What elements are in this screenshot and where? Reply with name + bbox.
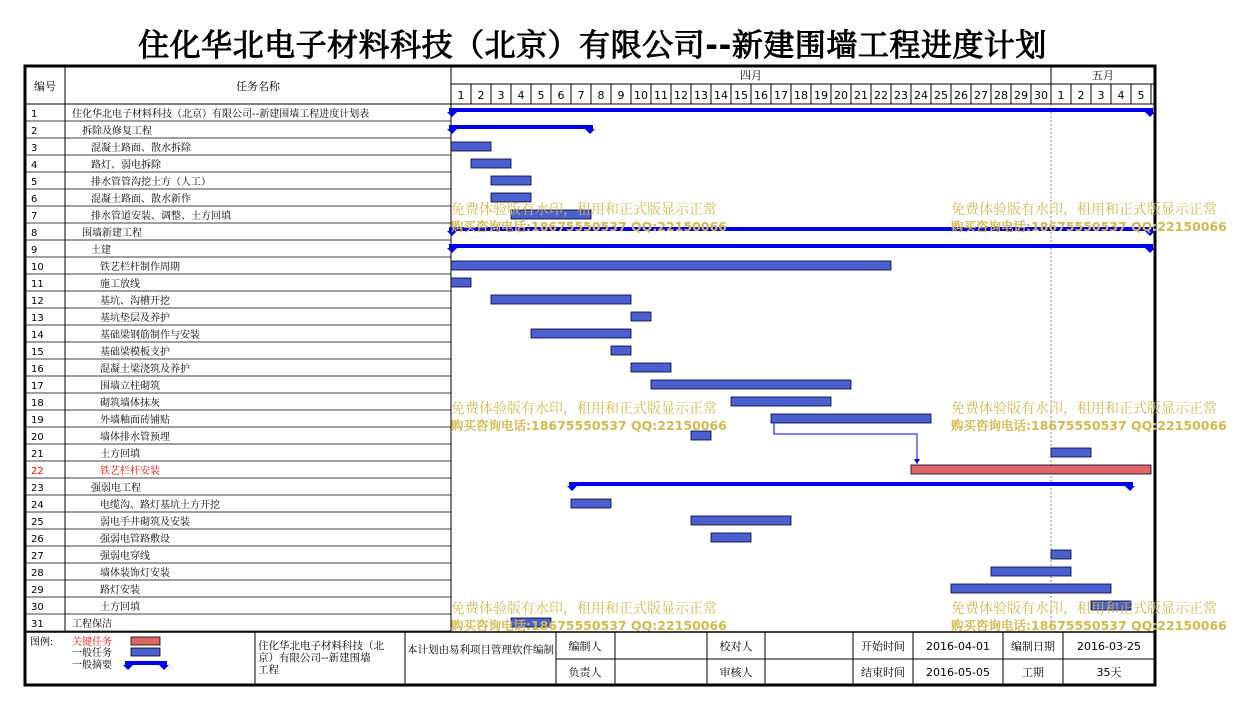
day-tick-label: 10 <box>634 89 648 102</box>
footer-checker-label: 校对人 <box>719 640 753 653</box>
task-name: 路灯、弱电拆除 <box>91 160 161 171</box>
day-tick-label: 5 <box>537 89 545 102</box>
day-tick-label: 12 <box>674 89 688 102</box>
task-name: 弱电手井砌筑及安装 <box>100 517 190 528</box>
task-id: 2 <box>31 126 38 137</box>
day-tick-label: 22 <box>874 89 888 102</box>
day-tick-label: 5 <box>1137 89 1145 102</box>
watermark-line: 购买咨询电话:18675550537 QQ:22150066 <box>951 618 1227 633</box>
watermark <box>451 600 727 633</box>
task-name: 基础梁钢筋制作与安装 <box>100 330 200 341</box>
day-tick-label: 1 <box>457 89 465 102</box>
day-tick-label: 3 <box>497 89 505 102</box>
watermark <box>951 400 1227 433</box>
summary-bar <box>449 244 1153 248</box>
task-bar <box>451 142 491 151</box>
task-id: 26 <box>31 534 44 545</box>
task-bar <box>691 516 791 525</box>
task-name: 强弱电管路敷设 <box>100 534 170 545</box>
task-id: 17 <box>31 381 44 392</box>
task-bar <box>491 295 631 304</box>
task-name: 铁艺栏杆安装 <box>100 466 160 477</box>
footer-edit-value: 2016-03-25 <box>1077 640 1141 653</box>
day-tick-label: 1 <box>1057 89 1065 102</box>
task-id: 31 <box>31 619 44 630</box>
task-name: 强弱电穿线 <box>100 551 150 562</box>
task-id: 6 <box>31 194 38 205</box>
task-id: 8 <box>31 228 38 239</box>
task-id: 22 <box>31 466 44 477</box>
footer-project: 京）有限公司--新建围墙 <box>258 652 371 664</box>
summary-bar <box>449 125 593 129</box>
month-label: 五月 <box>1092 69 1114 82</box>
legend-summary-label: 一般摘要 <box>72 660 112 671</box>
footer-start-value: 2016-04-01 <box>926 640 990 653</box>
day-tick-label: 11 <box>654 89 668 102</box>
task-id: 7 <box>31 211 38 222</box>
task-bar <box>731 397 831 406</box>
footer-reviewer-label: 审核人 <box>719 666 753 679</box>
footer-owner-label: 负责人 <box>568 666 602 679</box>
task-id: 27 <box>31 551 44 562</box>
task-bar <box>631 312 651 321</box>
task-id: 14 <box>31 330 44 341</box>
watermark <box>451 400 727 433</box>
watermark-line: 免费体验版有水印，租用和正式版显示正常 <box>451 202 717 218</box>
footer-compiler-label: 编制人 <box>568 640 602 653</box>
watermark <box>451 201 727 234</box>
watermark <box>951 600 1227 633</box>
day-tick-label: 26 <box>954 89 968 102</box>
task-bar <box>451 261 891 270</box>
day-tick-label: 28 <box>994 89 1008 102</box>
task-name: 外墙釉面砖铺贴 <box>100 415 170 426</box>
day-tick-label: 16 <box>754 89 768 102</box>
task-name: 基础梁模板支护 <box>100 347 170 358</box>
critical-task-bar <box>911 465 1151 474</box>
task-id: 1 <box>31 109 38 120</box>
day-tick-label: 14 <box>714 89 728 102</box>
footer-end-value: 2016-05-05 <box>926 666 990 679</box>
task-name: 围墙新建工程 <box>82 228 142 239</box>
watermark-line: 购买咨询电话:18675550537 QQ:22150066 <box>451 618 727 633</box>
legend-critical-label: 关键任务 <box>72 637 112 648</box>
task-name: 拆除及修复工程 <box>82 126 152 137</box>
day-tick-label: 30 <box>1034 89 1048 102</box>
header-id-label: 编号 <box>34 80 56 93</box>
legend-normal-swatch <box>131 648 160 656</box>
day-tick-label: 23 <box>894 89 908 102</box>
watermark <box>951 201 1227 234</box>
task-name: 混凝土路面、散水新作 <box>91 194 191 205</box>
watermark-line: 购买咨询电话:18675550537 QQ:22150066 <box>951 418 1227 433</box>
watermark-line: 购买咨询电话:18675550537 QQ:22150066 <box>951 219 1227 234</box>
task-bar <box>471 159 511 168</box>
task-name: 住化华北电子材料科技（北京）有限公司--新建围墙工程进度计划表 <box>72 109 370 120</box>
day-tick-label: 19 <box>814 89 828 102</box>
task-id: 15 <box>31 347 44 358</box>
task-bar <box>1051 550 1071 559</box>
task-id: 18 <box>31 398 44 409</box>
task-name: 土建 <box>91 245 111 256</box>
task-bar <box>531 329 631 338</box>
footer-start-label: 开始时间 <box>861 640 905 653</box>
task-id: 16 <box>31 364 44 375</box>
task-name: 工程保洁 <box>72 619 112 630</box>
day-tick-label: 4 <box>1117 89 1125 102</box>
task-id: 21 <box>31 449 44 460</box>
task-name: 排水管道安装、调整、土方回填 <box>91 211 231 222</box>
task-name: 墙体装饰灯安装 <box>100 568 170 579</box>
footer-software: 本计划由易利项目管理软件编制 <box>407 644 554 656</box>
task-id: 24 <box>31 500 44 511</box>
watermark-line: 免费体验版有水印，租用和正式版显示正常 <box>451 601 717 617</box>
task-id: 29 <box>31 585 44 596</box>
task-name: 围墙立柱砌筑 <box>100 381 160 392</box>
header-name-label: 任务名称 <box>236 80 280 93</box>
day-tick-label: 29 <box>1014 89 1028 102</box>
page-title: 住化华北电子材料科技（北京）有限公司--新建围墙工程进度计划 <box>138 28 1047 64</box>
task-id: 12 <box>31 296 44 307</box>
day-tick-label: 7 <box>577 89 585 102</box>
task-name: 基坑、沟槽开挖 <box>100 296 170 307</box>
watermark-line: 购买咨询电话:18675550537 QQ:22150066 <box>451 219 727 234</box>
task-id: 20 <box>31 432 44 443</box>
task-id: 28 <box>31 568 44 579</box>
task-bar <box>711 533 751 542</box>
legend-critical-swatch <box>131 637 160 645</box>
day-tick-label: 6 <box>557 89 565 102</box>
task-name: 铁艺栏杆制作周期 <box>100 262 180 273</box>
day-tick-label: 25 <box>934 89 948 102</box>
day-tick-label: 21 <box>854 89 868 102</box>
watermark-line: 免费体验版有水印，租用和正式版显示正常 <box>951 401 1217 417</box>
day-tick-label: 17 <box>774 89 788 102</box>
task-id: 19 <box>31 415 44 426</box>
task-name: 混凝土路面、散水拆除 <box>91 143 191 154</box>
task-bar <box>571 499 611 508</box>
task-bar <box>611 346 631 355</box>
footer-edit-label: 编制日期 <box>1011 640 1055 653</box>
day-tick-label: 8 <box>597 89 605 102</box>
task-id: 11 <box>31 279 44 290</box>
task-name: 土方回填 <box>100 449 140 460</box>
day-tick-label: 18 <box>794 89 808 102</box>
day-tick-label: 2 <box>1077 89 1085 102</box>
day-tick-label: 20 <box>834 89 848 102</box>
watermark-line: 免费体验版有水印，租用和正式版显示正常 <box>951 202 1217 218</box>
day-tick-label: 27 <box>974 89 988 102</box>
task-bar <box>451 278 471 287</box>
day-tick-label: 9 <box>617 89 625 102</box>
task-bar <box>651 380 851 389</box>
footer-end-label: 结束时间 <box>861 666 905 679</box>
legend-label: 图例: <box>30 637 54 648</box>
task-id: 23 <box>31 483 44 494</box>
task-name: 土方回填 <box>100 602 140 613</box>
day-tick-label: 15 <box>734 89 748 102</box>
task-name: 路灯安装 <box>100 585 140 596</box>
footer-duration-value: 35天 <box>1096 666 1122 679</box>
task-name: 排水管管沟挖土方（人工） <box>91 177 211 188</box>
legend-summary-swatch <box>125 661 167 665</box>
month-label: 四月 <box>740 69 762 82</box>
task-bar <box>991 567 1071 576</box>
day-tick-label: 4 <box>517 89 525 102</box>
task-name: 电缆沟、路灯基坑土方开挖 <box>100 500 220 511</box>
task-bar <box>771 414 931 423</box>
task-name: 基坑垫层及养护 <box>100 313 170 324</box>
summary-bar <box>569 482 1133 486</box>
task-id: 30 <box>31 602 44 613</box>
task-bar <box>631 363 671 372</box>
task-name: 砌筑墙体抹灰 <box>100 398 160 409</box>
task-id: 9 <box>31 245 38 256</box>
task-id: 25 <box>31 517 44 528</box>
task-name: 强弱电工程 <box>91 483 141 494</box>
footer-project: 工程 <box>258 664 279 676</box>
day-tick-label: 24 <box>914 89 928 102</box>
task-id: 13 <box>31 313 44 324</box>
day-tick-label: 2 <box>477 89 485 102</box>
task-name: 混凝土梁浇筑及养护 <box>100 364 190 375</box>
day-tick-label: 13 <box>694 89 708 102</box>
footer-project: 住化华北电子材料科技（北 <box>258 640 384 652</box>
day-tick-label: 3 <box>1097 89 1105 102</box>
task-bar <box>491 176 531 185</box>
summary-bar <box>449 108 1153 112</box>
task-bar <box>951 584 1111 593</box>
watermark-line: 购买咨询电话:18675550537 QQ:22150066 <box>451 418 727 433</box>
task-id: 3 <box>31 143 38 154</box>
task-name: 施工放线 <box>100 279 140 290</box>
watermark-line: 免费体验版有水印，租用和正式版显示正常 <box>951 601 1217 617</box>
task-bar <box>491 193 531 202</box>
task-bar <box>1051 448 1091 457</box>
task-id: 10 <box>31 262 44 273</box>
legend-normal-label: 一般任务 <box>72 648 112 659</box>
task-id: 5 <box>31 177 38 188</box>
task-id: 4 <box>31 160 38 171</box>
footer-duration-label: 工期 <box>1022 666 1044 679</box>
task-name: 墙体排水管预埋 <box>100 432 170 443</box>
watermark-line: 免费体验版有水印，租用和正式版显示正常 <box>451 401 717 417</box>
